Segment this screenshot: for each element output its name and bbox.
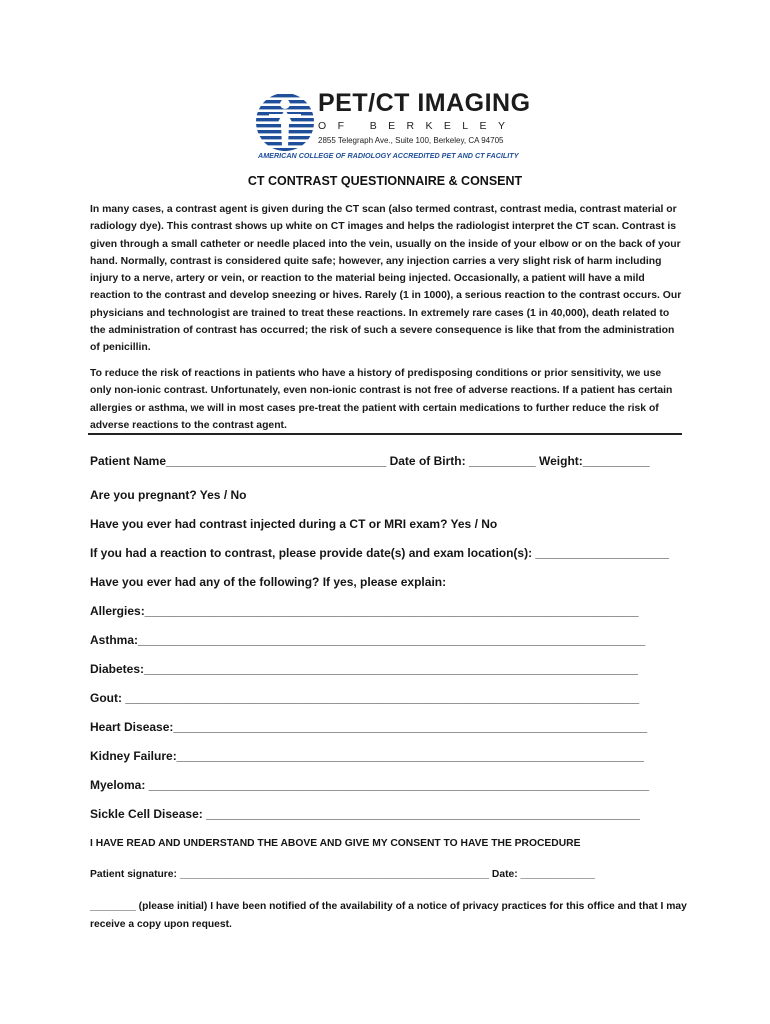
- asthma-field[interactable]: Asthma:____________________________________________________________________________: [90, 633, 646, 647]
- brand-address: 2855 Telegraph Ave., Suite 100, Berkeley, CA 94705: [318, 136, 504, 145]
- reaction-question[interactable]: If you had a reaction to contrast, please provide date(s) and exam location(s): ____________________: [90, 546, 669, 560]
- conditions-heading: Have you ever had any of the following? If yes, please explain:: [90, 575, 447, 589]
- brand-title: PET/CT IMAGING: [318, 89, 531, 117]
- section-divider: [88, 433, 682, 435]
- pregnant-question[interactable]: Are you pregnant? Yes / No: [90, 488, 247, 502]
- signature-line[interactable]: Patient signature: ______________________________________________________ Date: _____________: [90, 869, 595, 880]
- intro-paragraph: In many cases, a contrast agent is given during the CT scan (also termed contrast, contrast media, contrast material or radiology dye). This contrast shows up white on CT images and helps the radiologist interpret the CT scan. Contrast is given through a small catheter or needle placed into the vein, usually on the inside of your elbow or on the back of your hand. Normally, contrast is considered quite safe; however, any injection carries a very slight risk of harm including injury to a nerve, artery or vein, or reaction to the material being injected. Occasionally, a patient will have a mild reaction to the contrast and develop sneezing or hives. Rarely (1 in 1000), a serious reaction to the contrast occurs. Our physicians and technologist are trained to treat these reactions. In extremely rare cases (1 in 40,000), death related to the administration of contrast has occurred; the risk of such a severe consequence is like that from the administration of penicillin.: [90, 204, 682, 354]
- privacy-acknowledgement[interactable]: ________ (please initial) I have been notified of the availability of a notice of privacy practices for this office and that I may receive a copy upon request.: [90, 901, 687, 930]
- gout-field[interactable]: Gout: _____________________________________________________________________________: [90, 691, 640, 705]
- pet-ct-logo-icon: [255, 92, 315, 152]
- prior-contrast-question[interactable]: Have you ever had contrast injected during a CT or MRI exam? Yes / No: [90, 517, 498, 531]
- accreditation-line: AMERICAN COLLEGE OF RADIOLOGY ACCREDITED PET AND CT FACILITY: [258, 151, 519, 160]
- brand-subtitle: OF BERKELEY: [318, 120, 517, 132]
- heart-disease-field[interactable]: Heart Disease:_______________________________________________________________________: [90, 720, 648, 734]
- document-title: CT CONTRAST QUESTIONNAIRE & CONSENT: [247, 174, 523, 188]
- sickle-cell-field[interactable]: Sickle Cell Disease: _________________________________________________________________: [90, 807, 640, 821]
- consent-statement: I HAVE READ AND UNDERSTAND THE ABOVE AND GIVE MY CONSENT TO HAVE THE PROCEDURE: [90, 838, 581, 849]
- patient-info-line[interactable]: Patient Name_________________________________ Date of Birth: __________ Weight:__________: [90, 454, 650, 468]
- kidney-failure-field[interactable]: Kidney Failure:______________________________________________________________________: [90, 749, 644, 763]
- myeloma-field[interactable]: Myeloma: ___________________________________________________________________________: [90, 778, 650, 792]
- allergies-field[interactable]: Allergies:__________________________________________________________________________: [90, 604, 639, 618]
- diabetes-field[interactable]: Diabetes:__________________________________________________________________________: [90, 662, 638, 676]
- risk-paragraph: To reduce the risk of reactions in patients who have a history of predisposing conditions or prior sensitivity, we use only non-ionic contrast. Unfortunately, even non-ionic contrast is not free of adverse reactions. If a patient has certain allergies or asthma, we will in most cases pre-treat the patient with certain medications to further reduce the risk of adverse reactions to the contrast agent.: [90, 368, 673, 431]
- letterhead: [255, 89, 531, 162]
